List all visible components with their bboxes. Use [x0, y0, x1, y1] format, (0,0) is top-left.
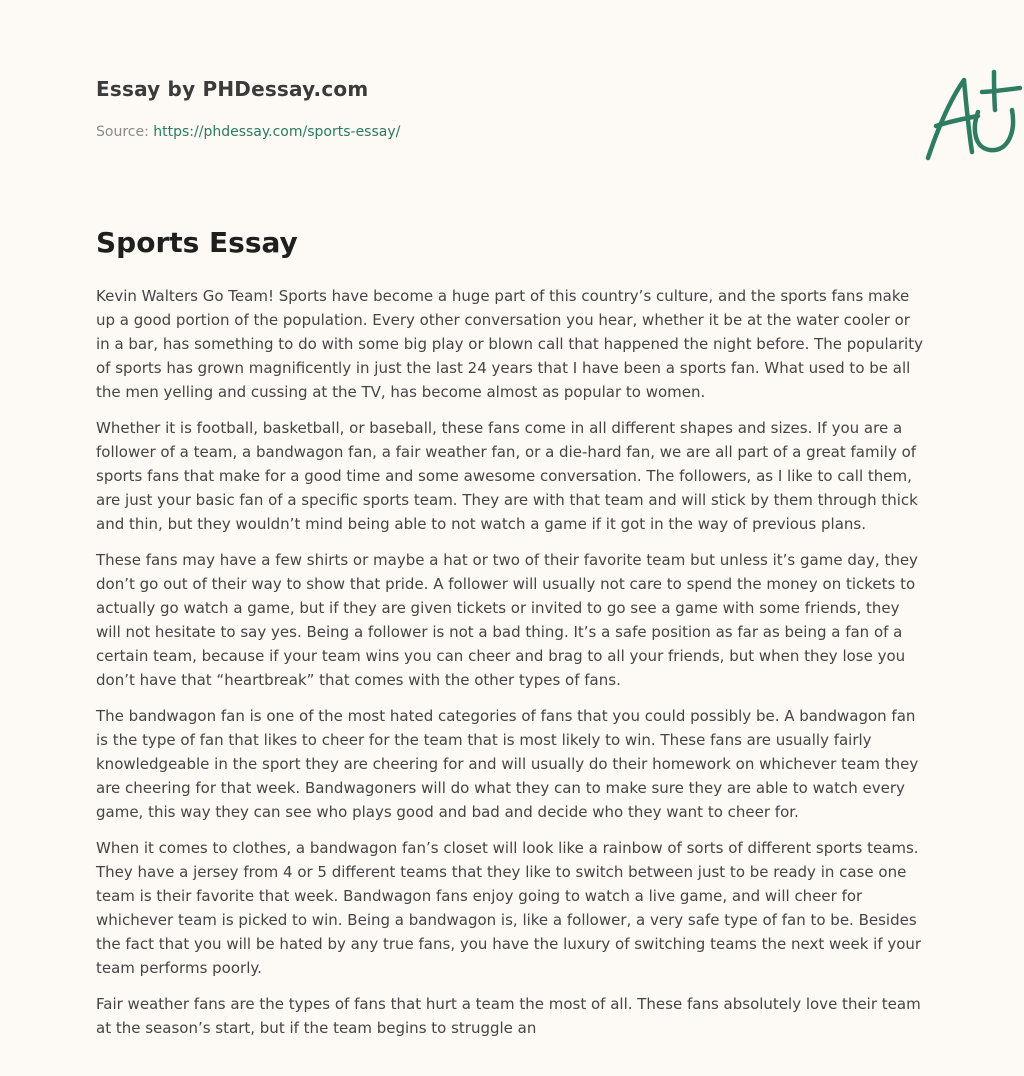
source-link[interactable]: https://phdessay.com/sports-essay/: [153, 124, 401, 140]
source-label: Source:: [96, 124, 149, 140]
essay-title: Sports Essay: [96, 226, 298, 259]
essay-paragraph: Fair weather fans are the types of fans that hurt a team the most of all. These fans absolutely love their team at the season’s start, but if the team begins to struggle an: [96, 995, 921, 1037]
a-plus-logo-icon: [916, 66, 1024, 166]
essay-body: [96, 284, 928, 1052]
essay-paragraph: The bandwagon fan is one of the most hated categories of fans that you could possibly be. A bandwagon fan is the type of fan that likes to cheer for the team that is most likely to win. These fans are usually fairly knowledgeable in the sport they are cheering for and will usually do their homework on whichever team they are cheering for that week. Bandwagoners will do what they can to make sure they are able to watch every game, this way they can see who plays good and bad and decide who they want to cheer for.: [96, 707, 919, 821]
source-line: [96, 124, 400, 140]
essay-paragraph: These fans may have a few shirts or maybe a hat or two of their favorite team but unless it’s game day, they don’t go out of their way to show that pride. A follower will usually not care to spend the money on tickets to actually go watch a game, but if they are given tickets or invited to go see a game with some friends, they will not hesitate to say yes. Being a follower is not a bad thing. It’s a safe position as far as being a fan of a certain team, because if your team wins you can cheer and brag to all your friends, but when they lose you don’t have that “heartbreak” that comes with the other types of fans.: [96, 551, 918, 689]
essay-paragraph: Kevin Walters Go Team! Sports have become a huge part of this country’s culture, and the sports fans make up a good portion of the population. Every other conversation you hear, whether it be at the water cooler or in a bar, has something to do with some big play or blown call that happened the night before. The popularity of sports has grown magnificently in just the last 24 years that I have been a sports fan. What used to be all the men yelling and cussing at the TV, has become almost as popular to women.: [96, 287, 923, 401]
essay-paragraph: When it comes to clothes, a bandwagon fan’s closet will look like a rainbow of sorts of different sports teams. They have a jersey from 4 or 5 different teams that they like to switch between just to be ready in case one team is their favorite that week. Bandwagon fans enjoy going to watch a live game, and will cheer for whichever team is picked to win. Being a bandwagon is, like a follower, a very safe type of fan to be. Besides the fact that you will be hated by any true fans, you have the luxury of switching teams the next week if your team performs poorly.: [96, 839, 922, 977]
essay-paragraph: Whether it is football, basketball, or baseball, these fans come in all different shapes and sizes. If you are a follower of a team, a bandwagon fan, a fair weather fan, or a die-hard fan, we are all part of a great family of sports fans that make for a good time and some awesome conversation. The followers, as I like to call them, are just your basic fan of a specific sports team. They are with that team and will stick by them through thick and thin, but they wouldn’t mind being able to not watch a game if it got in the way of previous plans.: [96, 419, 918, 533]
brand-title: Essay by PHDessay.com: [96, 77, 369, 101]
